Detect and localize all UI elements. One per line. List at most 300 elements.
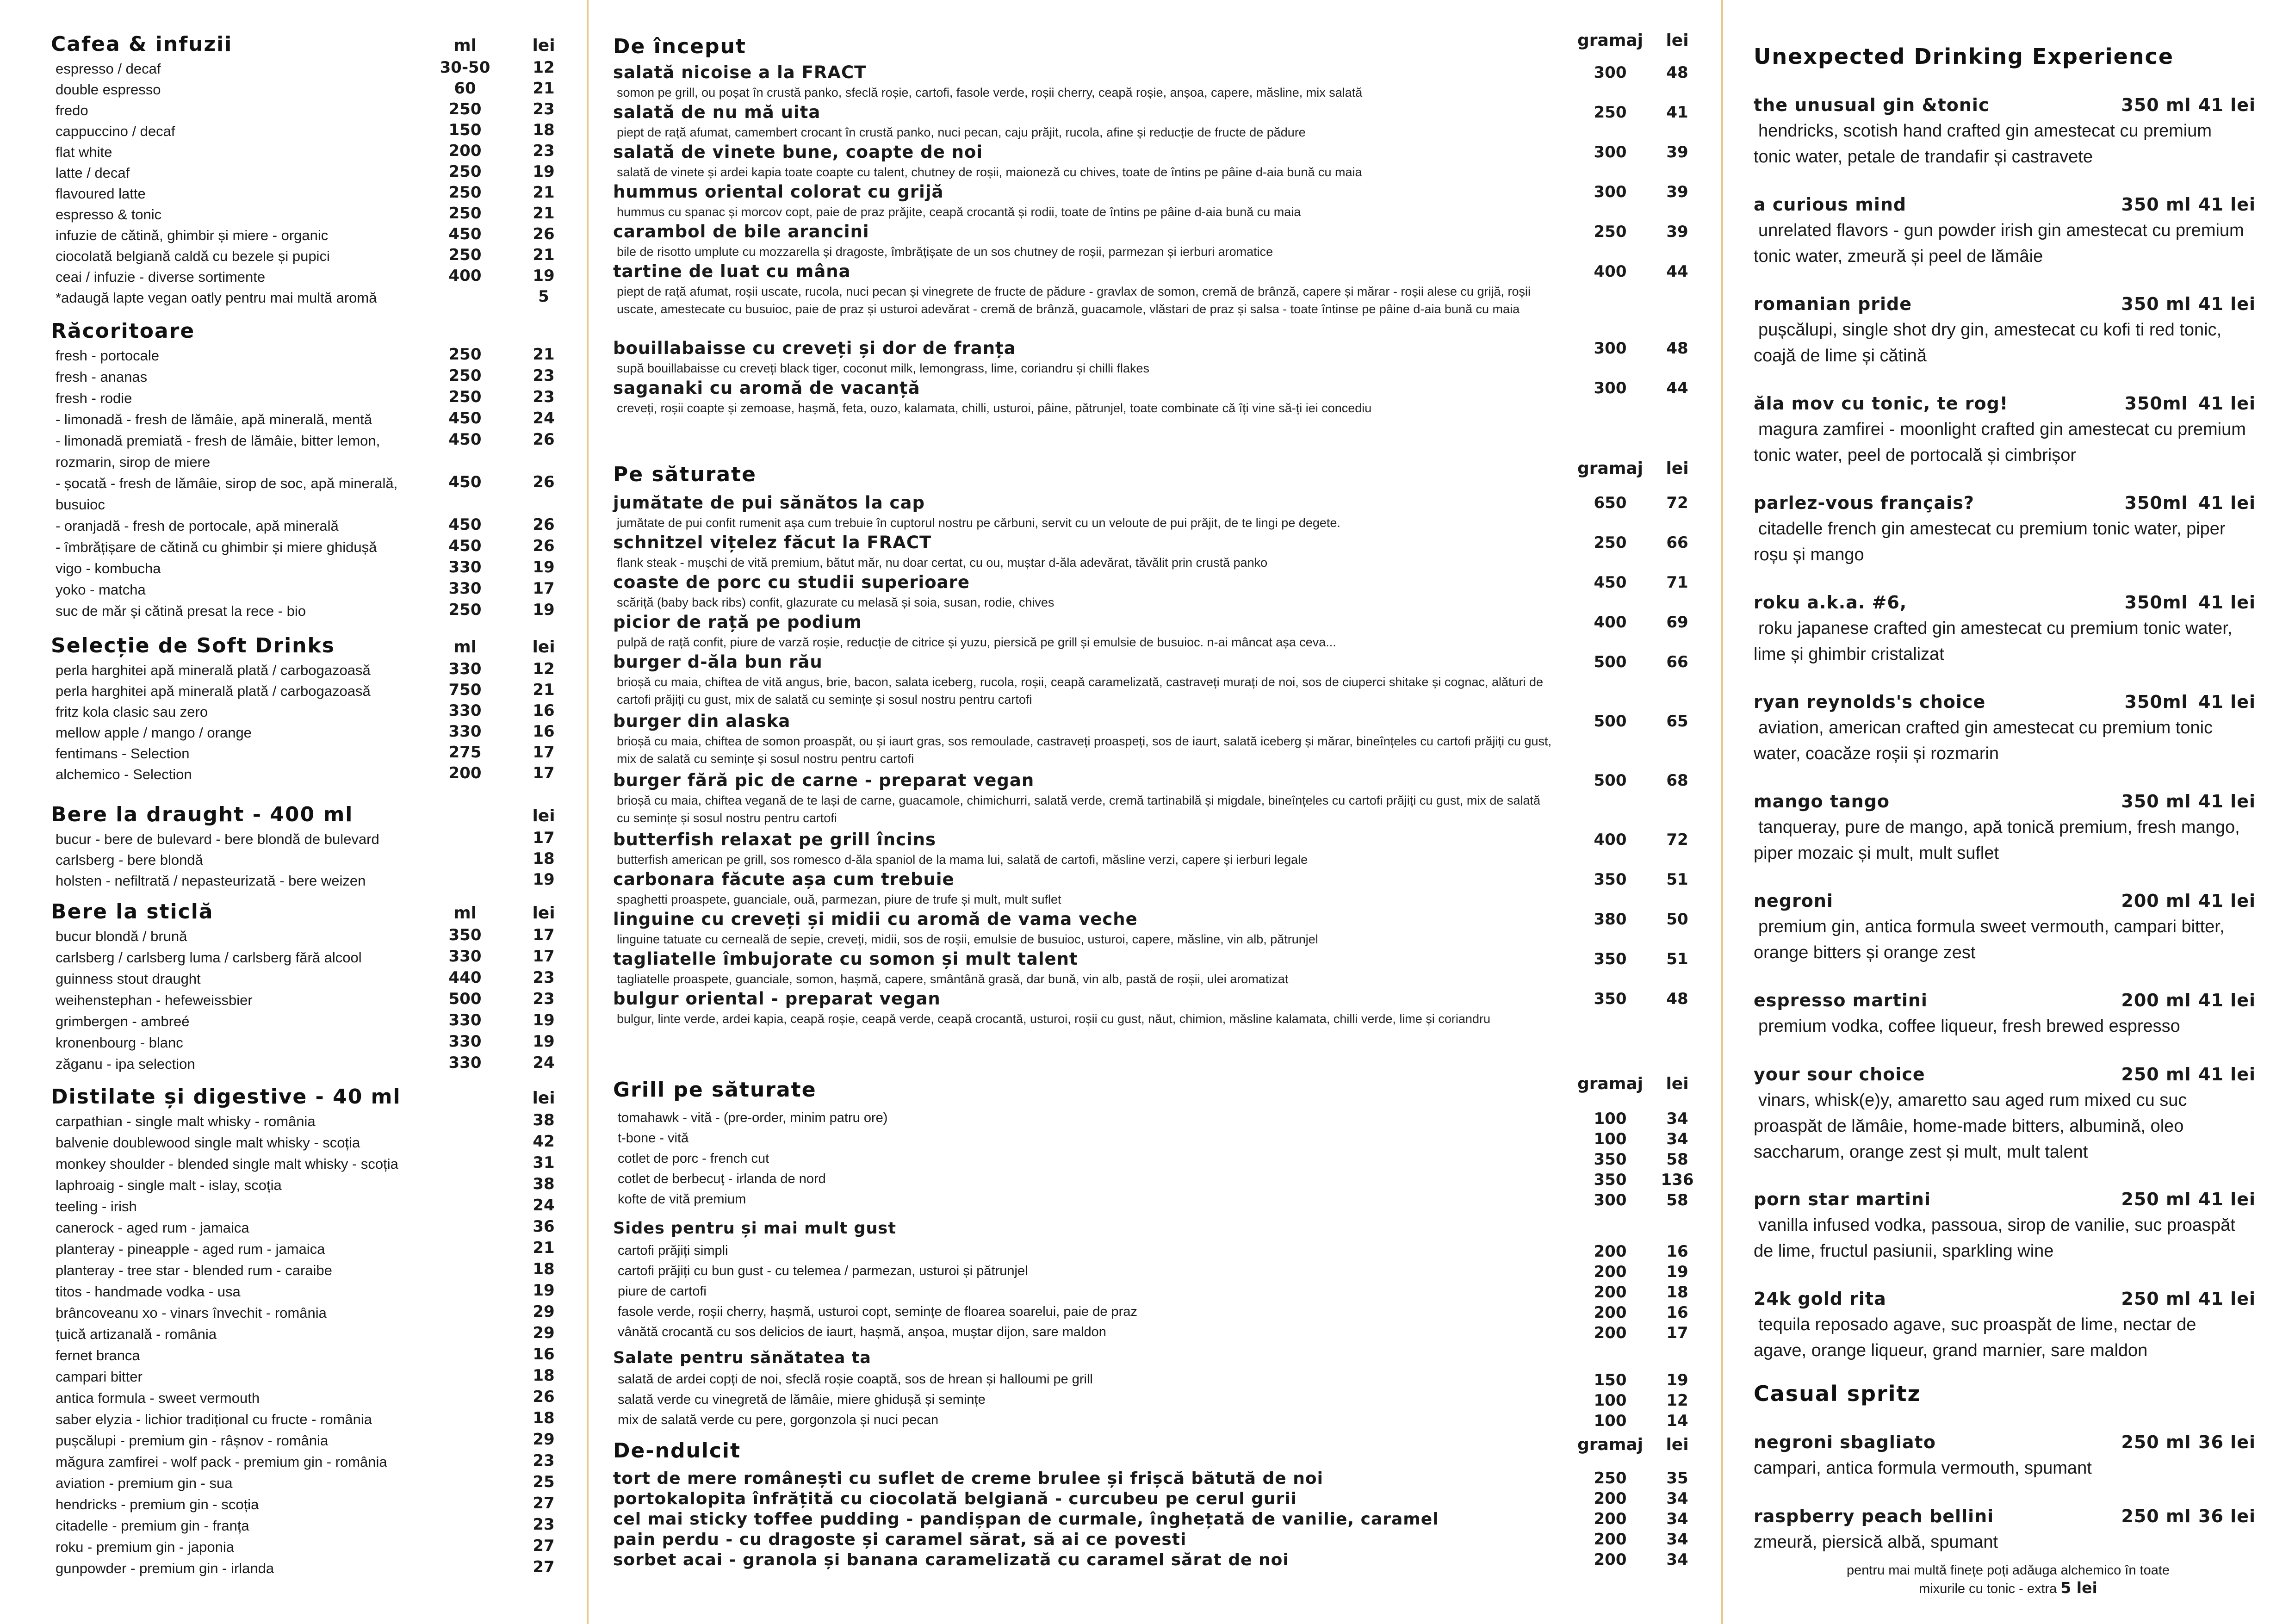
cocktail-description: aviation, american crafted gin amestecat cu premium tonic water, coacăze roșii și rozmarin: [1754, 718, 2213, 763]
menu-item-name: carlsberg - bere blondă: [56, 852, 203, 868]
menu-item-volume: 450: [448, 537, 482, 555]
dish-name: carambol de bile arancini: [613, 222, 869, 242]
menu-item-name: fentimans - Selection: [56, 745, 190, 762]
cocktail-volume: 350 ml: [2121, 95, 2191, 115]
menu-item-volume: 250: [448, 162, 482, 181]
section-title: De început: [613, 35, 746, 58]
menu-item-name: planteray - pineapple - aged rum - jamaica: [56, 1241, 325, 1257]
menu-item-name: fresh - ananas: [56, 369, 148, 385]
cocktail-volume: 250 ml: [2121, 1289, 2191, 1309]
spritz-price: 36 lei: [2198, 1432, 2256, 1452]
cocktail-name: romanian pride: [1754, 294, 1912, 314]
menu-item-name: - oranjadă - fresh de portocale, apă minerală: [56, 518, 339, 534]
dish-description: linguine tatuate cu cerneală de sepie, creveți, midii, sos de roșii, emulsie de busuioc, usturoi, capere, măsline, vin alb, pătrunjel: [617, 932, 1318, 946]
menu-item-gramaj: 200: [1594, 1242, 1627, 1261]
menu-item-price: 26: [533, 537, 555, 555]
dish-description: supă bouillabaisse cu creveți black tiger, coconut milk, lemongrass, lime, coriandru și chilli flakes: [617, 361, 1150, 375]
menu-item-price: 58: [1666, 1150, 1688, 1169]
menu-item-name: flavoured latte: [56, 186, 146, 202]
menu-item-gramaj: 300: [1594, 1191, 1627, 1209]
menu-item-volume: 450: [448, 409, 482, 428]
unit-header: ml: [453, 904, 477, 923]
menu-item-price: 14: [1666, 1412, 1688, 1430]
menu-item-price: 24: [533, 409, 555, 428]
menu-item-price: 24: [533, 1196, 555, 1215]
section-title: Bere la sticlă: [51, 900, 214, 924]
cocktail-price: 41 lei: [2198, 493, 2256, 513]
menu-item-name: infuzie de cătină, ghimbir și miere - organic: [56, 227, 329, 243]
dish-name: salată de nu mă uita: [613, 102, 821, 122]
dish-description: flank steak - mușchi de vită premium, bătut măr, nu doar certat, cu ou, muștar d-ăla adevărat, tăvălit prin crustă panko: [617, 556, 1268, 570]
menu-item-name: fritz kola clasic sau zero: [56, 704, 208, 720]
cocktail-volume: 250 ml: [2121, 1189, 2191, 1209]
menu-item-price: 34: [1666, 1130, 1688, 1148]
cocktail-volume: 200 ml: [2121, 990, 2191, 1010]
section-title: Unexpected Drinking Experience: [1754, 44, 2174, 69]
dish-gramaj: 250: [1594, 103, 1627, 122]
dish-name: coaste de porc cu studii superioare: [613, 572, 970, 592]
menu-item-price: 17: [533, 743, 555, 762]
spritz-name: raspberry peach bellini: [1754, 1506, 1994, 1526]
menu-item-volume: 450: [448, 515, 482, 534]
menu-item-name: - șocată - fresh de lămâie, sirop de soc, apă minerală, busuioc: [56, 475, 398, 513]
menu-item-price: 26: [533, 473, 555, 491]
dessert-price: 35: [1666, 1469, 1688, 1488]
dish-price: 72: [1666, 831, 1688, 849]
menu-item-price: 18: [1666, 1283, 1688, 1302]
cocktail-name: roku a.k.a. #6,: [1754, 592, 1907, 613]
menu-item-name: cappuccino / decaf: [56, 123, 175, 139]
menu-item-name: fernet branca: [56, 1347, 140, 1364]
cocktail-price: 41 lei: [2198, 692, 2256, 712]
menu-item-name: yoko - matcha: [56, 582, 146, 598]
spritz-name: negroni sbagliato: [1754, 1432, 1936, 1452]
menu-item-volume: 440: [448, 968, 482, 987]
cocktail-price: 41 lei: [2198, 95, 2256, 115]
menu-item-name: saber elyzia - lichior tradițional cu fructe - românia: [56, 1411, 372, 1427]
dish-price: 44: [1666, 262, 1688, 281]
menu-item-name: antica formula - sweet vermouth: [56, 1390, 260, 1406]
menu-item-price: 18: [533, 849, 555, 868]
subsection-title: Sides pentru și mai mult gust: [613, 1219, 896, 1238]
unit-header: gramaj: [1577, 1435, 1643, 1454]
spritz-price: 36 lei: [2198, 1506, 2256, 1526]
menu-item-name: mix de salată verde cu pere, gorgonzola și nuci pecan: [618, 1413, 939, 1427]
menu-item-volume: 330: [448, 947, 482, 966]
menu-item-price: 23: [533, 388, 555, 406]
menu-item-volume: 250: [448, 366, 482, 385]
section-title: Pe săturate: [613, 463, 757, 486]
unit-header: gramaj: [1577, 31, 1643, 50]
menu-item-price: 17: [533, 579, 555, 598]
cocktail-name: the unusual gin &tonic: [1754, 95, 1990, 115]
menu-item-price: 23: [533, 990, 555, 1008]
dish-price: 44: [1666, 379, 1688, 397]
cocktail-price: 41 lei: [2198, 592, 2256, 613]
section-title: Cafea & infuzii: [51, 32, 233, 56]
subsection-title: Salate pentru sănătatea ta: [613, 1349, 871, 1367]
menu-item-name: măgura zamfirei - wolf pack - premium gin - românia: [56, 1454, 387, 1470]
menu-item-name: carpathian - single malt whisky - românia: [56, 1113, 316, 1129]
menu-item-price: 38: [533, 1111, 555, 1129]
dish-price: 66: [1666, 533, 1688, 552]
menu-item-name: fredo: [56, 102, 88, 118]
cocktail-price: 41 lei: [2198, 891, 2256, 911]
column-divider-right: [1721, 0, 1723, 1624]
menu-item-price: 19: [533, 1281, 555, 1300]
cocktail-name: ryan reynolds's choice: [1754, 692, 1986, 712]
dish-gramaj: 300: [1594, 183, 1627, 201]
unit-header: gramaj: [1577, 459, 1643, 478]
menu-item-price: 21: [533, 681, 555, 699]
menu-item-name: cartofi prăjiți simpli: [618, 1243, 728, 1258]
menu-item-name: cartofi prăjiți cu bun gust - cu telemea / parmezan, usturoi și pătrunjel: [618, 1264, 1028, 1278]
menu-item-name: ciocolată belgiană caldă cu bezele și pupici: [56, 248, 330, 264]
dessert-name: sorbet acai - granola și banana caramelizată cu caramel sărat de noi: [613, 1550, 1289, 1569]
menu-item-volume: 330: [448, 1011, 482, 1029]
dish-description: hummus cu spanac și morcov copt, paie de praz prăjite, ceapă crocantă și rodii, toate de întins pe pâine d-aia bună cu maia: [617, 205, 1301, 219]
cocktail-volume: 250 ml: [2121, 1064, 2191, 1085]
dish-price: 51: [1666, 870, 1688, 889]
menu-item-volume: 200: [448, 142, 482, 160]
section-title: De-ndulcit: [613, 1439, 741, 1463]
menu-item-name: brâncoveanu xo - vinars învechit - românia: [56, 1305, 327, 1321]
menu-item-name: titos - handmade vodka - usa: [56, 1283, 241, 1300]
menu-item-name: monkey shoulder - blended single malt whisky - scoția: [56, 1156, 398, 1172]
dish-gramaj: 450: [1594, 573, 1627, 592]
menu-item-name: mellow apple / mango / orange: [56, 725, 252, 741]
cocktail-volume: 350 ml: [2121, 791, 2191, 812]
menu-item-name: suc de măr și cătină presat la rece - bio: [56, 603, 306, 619]
cocktail-volume: 200 ml: [2121, 891, 2191, 911]
menu-item-volume: 250: [448, 345, 482, 364]
menu-item-gramaj: 200: [1594, 1324, 1627, 1342]
menu-item-price: 17: [533, 829, 555, 847]
dish-gramaj: 400: [1594, 613, 1627, 632]
dish-description: piept de rață afumat, camembert crocant în crustă panko, nuci pecan, caju prăjit, rucola, afine și reducție de fructe de pădure: [617, 125, 1306, 139]
dish-description: brioșă cu maia, chiftea de vită angus, brie, bacon, salata iceberg, rucola, roșii, ceapă caramelizată, castraveți murați de noi, sos de ciuperci shitake și cognac, alături de cartofi prăjiți cu gust, mix de salată cu semințe și sosul nostru pentru cartofi: [617, 675, 1544, 707]
menu-item-price: 27: [533, 1558, 555, 1576]
dessert-gramaj: 200: [1594, 1489, 1627, 1508]
menu-item-price: 23: [533, 1515, 555, 1534]
menu-item-gramaj: 200: [1594, 1303, 1627, 1322]
dish-price: 71: [1666, 573, 1688, 592]
dish-description: brioșă cu maia, chiftea de somon proaspăt, ou și iaurt gras, sos remoulade, castraveți proaspeți, sos de iaurt, salată iceberg și mărar, bineînțeles cu cartofi prăjiți cu gust, mix de salată cu semințe și sosul nostru pentru cartofi: [617, 734, 1552, 766]
menu-item-name: roku - premium gin - japonia: [56, 1539, 234, 1555]
cocktail-description: tequila reposado agave, suc proaspăt de lime, nectar de agave, orange liqueur, grand marnier, sare maldon: [1754, 1315, 2196, 1360]
dish-description: tagliatelle proaspete, guanciale, somon, hașmă, capere, smântână grasă, dar bună, vin alb, pastă de roșii, ulei aromatizat: [617, 972, 1289, 986]
menu-item-volume: 150: [448, 121, 482, 139]
menu-item-volume: 250: [448, 388, 482, 406]
menu-item-name: hendricks - premium gin - scoția: [56, 1496, 259, 1512]
cocktail-volume: 350ml: [2124, 592, 2188, 613]
footnote-text: mixurile cu tonic - extra: [1919, 1581, 2061, 1596]
menu-item-price: 136: [1661, 1171, 1694, 1189]
cocktail-description: vanilla infused vodka, passoua, sirop de vanilie, suc proaspăt de lime, fructul pasiunii, sparkling wine: [1754, 1215, 2235, 1261]
footnote-price: 5 lei: [2060, 1579, 2097, 1597]
menu-item-price: 19: [1666, 1263, 1688, 1281]
unit-header: lei: [532, 806, 555, 825]
dessert-name: tort de mere românești cu suflet de creme brulee și frișcă bătută de noi: [613, 1469, 1323, 1488]
unit-header: lei: [1666, 1435, 1689, 1454]
dessert-price: 34: [1666, 1510, 1688, 1528]
cocktail-description: pușcălupi, single shot dry gin, amestecat cu kofi ti red tonic, coajă de lime și cătină: [1754, 320, 2222, 366]
menu-item-price: 19: [533, 1032, 555, 1051]
menu-item-name: vigo - kombucha: [56, 560, 161, 576]
menu-item-name: kronenbourg - blanc: [56, 1035, 183, 1051]
menu-item-name: aviation - premium gin - sua: [56, 1475, 233, 1491]
cocktail-name: espresso martini: [1754, 990, 1928, 1010]
section-title: Bere la draught - 400 ml: [51, 803, 354, 826]
dish-price: 66: [1666, 653, 1688, 671]
menu-item-price: 19: [533, 1011, 555, 1029]
dish-name: tartine de luat cu mâna: [613, 261, 851, 281]
menu-item-volume: 350: [448, 926, 482, 944]
menu-item-name: perla harghitei apă minerală plată / carbogazoasă: [56, 683, 371, 699]
menu-item-volume: 330: [448, 579, 482, 598]
menu-item-price: 23: [533, 366, 555, 385]
footnote-line-2: [1800, 1579, 2216, 1598]
cocktail-price: 41 lei: [2198, 294, 2256, 314]
menu-item-price: 34: [1666, 1110, 1688, 1128]
menu-item-price: 27: [533, 1494, 555, 1512]
dessert-price: 34: [1666, 1489, 1688, 1508]
menu-item-price: 18: [533, 121, 555, 139]
dish-name: picior de rață pe podium: [613, 612, 862, 632]
dish-name: burger d-ăla bun rău: [613, 652, 823, 672]
menu-item-price: 26: [533, 1388, 555, 1406]
dish-name: linguine cu creveți și midii cu aromă de vama veche: [613, 909, 1138, 929]
dish-description: creveți, roșii coapte și zemoase, hașmă, feta, ouzo, kalamata, chilli, usturoi, pâine, pătrunjel, toate combinate că îți vine să-ți iei concediu: [617, 401, 1372, 415]
menu-item-name: latte / decaf: [56, 165, 130, 181]
section-title: Răcoritoare: [51, 319, 195, 343]
dish-gramaj: 300: [1594, 63, 1627, 82]
menu-item-name: campari bitter: [56, 1369, 143, 1385]
menu-item-name: laphroaig - single malt - islay, scoția: [56, 1177, 282, 1193]
menu-item-name: perla harghitei apă minerală plată / carbogazoasă: [56, 662, 371, 678]
menu-item-price: 19: [533, 558, 555, 576]
dessert-gramaj: 200: [1594, 1550, 1627, 1569]
unit-header: lei: [532, 1089, 555, 1108]
dish-name: burger din alaska: [613, 711, 791, 731]
dish-price: 72: [1666, 494, 1688, 512]
dish-name: tagliatelle îmbujorate cu somon și mult talent: [613, 949, 1078, 969]
dish-gramaj: 250: [1594, 223, 1627, 241]
menu-item-volume: 275: [448, 743, 482, 762]
cocktail-price: 41 lei: [2198, 1189, 2256, 1209]
dish-name: saganaki cu aromă de vacanță: [613, 378, 920, 398]
dish-gramaj: 300: [1594, 339, 1627, 358]
menu-item-name: balvenie doublewood single malt whisky - scoția: [56, 1134, 360, 1151]
menu-item-volume: 330: [448, 722, 482, 741]
dish-description: piept de rață afumat, roșii uscate, rucola, nuci pecan și vinegrete de fructe de pădure - gravlax de somon, cremă de brânză, capere și mărar - roșii alese cu grijă, roșii uscate, amestecate cu busuioc, paie de praz și usturoi adevărat - cremă de brânză, guacamole, vlăstari de praz și salsa - toate întinse pe pâine d-aia bună cu maia: [617, 285, 1531, 316]
cocktail-description: hendricks, scotish hand crafted gin amestecat cu premium tonic water, petale de trandafir și castravete: [1754, 121, 2212, 167]
menu-item-name: citadelle - premium gin - franța: [56, 1518, 249, 1534]
unit-header: lei: [1666, 459, 1689, 478]
menu-item-price: 23: [533, 968, 555, 987]
menu-item-price: 26: [533, 225, 555, 243]
menu-item-name: cotlet de berbecuț - irlanda de nord: [618, 1172, 826, 1186]
dish-gramaj: 380: [1594, 910, 1627, 929]
menu-item-volume: 250: [448, 183, 482, 202]
menu-item-name: pușcălupi - premium gin - râșnov - românia: [56, 1432, 329, 1449]
unit-header: ml: [453, 36, 477, 55]
food-column: [613, 0, 1698, 1624]
menu-item-name: espresso / decaf: [56, 61, 161, 77]
menu-item-name: planteray - tree star - blended rum - caraibe: [56, 1262, 332, 1278]
cocktail-description: roku japanese crafted gin amestecat cu premium tonic water, lime și ghimbir cristalizat: [1754, 619, 2233, 664]
dish-price: 65: [1666, 712, 1688, 731]
dessert-price: 34: [1666, 1550, 1688, 1569]
menu-item-volume: 500: [448, 990, 482, 1008]
menu-item-price: 18: [533, 1409, 555, 1427]
footnote: [1800, 1562, 2216, 1598]
dish-price: 48: [1666, 990, 1688, 1008]
menu-item-price: 12: [533, 660, 555, 678]
dessert-gramaj: 200: [1594, 1530, 1627, 1549]
dish-price: 48: [1666, 339, 1688, 358]
menu-item-price: 29: [533, 1430, 555, 1449]
dish-gramaj: 650: [1594, 494, 1627, 512]
cocktail-price: 41 lei: [2198, 194, 2256, 215]
cocktail-volume: 350ml: [2124, 692, 2188, 712]
cocktail-name: 24k gold rita: [1754, 1289, 1886, 1309]
menu-item-price: 21: [533, 345, 555, 364]
menu-item-price: 19: [533, 267, 555, 285]
cocktails-column: [1754, 0, 2256, 1624]
menu-item-gramaj: 350: [1594, 1150, 1627, 1169]
dish-name: burger fără pic de carne - preparat vegan: [613, 770, 1035, 790]
unit-header: lei: [1666, 31, 1689, 50]
menu-item-price: 16: [1666, 1303, 1688, 1322]
cocktail-price: 41 lei: [2198, 393, 2256, 414]
menu-item-price: 21: [533, 1239, 555, 1257]
cocktail-description: citadelle french gin amestecat cu premium tonic water, piper roșu și mango: [1754, 519, 2226, 564]
menu-item-price: 38: [533, 1175, 555, 1193]
unit-header: lei: [532, 904, 555, 923]
menu-item-price: 12: [533, 58, 555, 77]
cocktail-name: a curious mind: [1754, 194, 1907, 215]
menu-item-name: *adaugă lapte vegan oatly pentru mai multă aromă: [56, 290, 377, 306]
menu-item-price: 17: [533, 764, 555, 782]
cocktail-price: 41 lei: [2198, 1289, 2256, 1309]
dish-price: 39: [1666, 223, 1688, 241]
dish-price: 69: [1666, 613, 1688, 632]
dish-gramaj: 350: [1594, 990, 1627, 1008]
menu-item-name: salată verde cu vinegretă de lămâie, miere ghidușă și semințe: [618, 1392, 986, 1407]
dish-description: spaghetti proaspete, guanciale, ouă, parmezan, piure de trufe și mult, mult suflet: [617, 893, 1061, 906]
dish-name: jumătate de pui sănătos la cap: [613, 493, 925, 513]
menu-item-price: 17: [533, 947, 555, 966]
cocktail-volume: 350ml: [2124, 393, 2188, 414]
cocktail-price: 41 lei: [2198, 990, 2256, 1010]
column-divider-left: [587, 0, 589, 1624]
unit-header: lei: [1666, 1074, 1689, 1093]
dish-description: salată de vinete și ardei kapia toate coapte cu talent, chutney de roșii, maioneză cu chives, toate de întins pe pâine d-aia bună cu maia: [617, 165, 1362, 179]
menu-item-volume: 330: [448, 701, 482, 720]
dish-price: 41: [1666, 103, 1688, 122]
dessert-name: pain perdu - cu dragoste și caramel sărat, să ai ce povesti: [613, 1530, 1187, 1549]
menu-item-name: fresh - rodie: [56, 390, 132, 406]
dish-name: hummus oriental colorat cu grijă: [613, 182, 944, 202]
menu-item-name: tomahawk - vită - (pre-order, minim patru ore): [618, 1110, 888, 1125]
section-title: Casual spritz: [1754, 1381, 1921, 1406]
menu-item-price: 21: [533, 246, 555, 264]
dish-gramaj: 350: [1594, 950, 1627, 968]
dish-price: 39: [1666, 143, 1688, 161]
menu-item-volume: 200: [448, 764, 482, 782]
cocktail-price: 41 lei: [2198, 1064, 2256, 1085]
menu-item-price: 23: [533, 100, 555, 118]
menu-item-price: 27: [533, 1537, 555, 1555]
menu-item-name: alchemico - Selection: [56, 766, 192, 782]
menu-item-gramaj: 100: [1594, 1110, 1627, 1128]
dessert-name: portokalopita înfrățită cu ciocolată belgiană - curcubeu pe cerul gurii: [613, 1489, 1297, 1508]
menu-item-name: - limonadă premiată - fresh de lămâie, bitter lemon, rozmarin, sirop de miere: [56, 433, 380, 470]
spritz-volume: 250 ml: [2121, 1432, 2191, 1452]
footnote-line-1: pentru mai multă finețe poți adăuga alchemico în toate: [1846, 1563, 2170, 1578]
dish-gramaj: 500: [1594, 771, 1627, 790]
menu-item-price: 31: [533, 1153, 555, 1172]
menu-item-gramaj: 100: [1594, 1130, 1627, 1148]
section-title: Grill pe săturate: [613, 1078, 817, 1102]
menu-item-name: kofte de vită premium: [618, 1192, 746, 1207]
menu-item-name: - limonadă - fresh de lămâie, apă minerală, mentă: [56, 411, 372, 428]
cocktail-name: your sour choice: [1754, 1064, 1925, 1085]
menu-item-volume: 450: [448, 473, 482, 491]
dessert-price: 34: [1666, 1530, 1688, 1549]
menu-item-price: 26: [533, 515, 555, 534]
menu-item-volume: 60: [454, 79, 476, 98]
dessert-gramaj: 250: [1594, 1469, 1627, 1488]
dish-description: pulpă de rață confit, piure de varză roșie, reducție de citrice și yuzu, piersică pe grill și emulsie de busuioc. n-ai mâncat așa ceva...: [617, 635, 1336, 649]
menu-item-gramaj: 150: [1594, 1371, 1627, 1389]
menu-item-price: 19: [533, 870, 555, 889]
spritz-volume: 250 ml: [2121, 1506, 2191, 1526]
menu-item-volume: 30-50: [440, 58, 490, 77]
menu-item-price: 17: [1666, 1324, 1688, 1342]
cocktail-description: premium gin, antica formula sweet vermouth, campari bitter, orange bitters și orange zest: [1754, 917, 2225, 962]
menu-item-gramaj: 100: [1594, 1391, 1627, 1410]
menu-item-gramaj: 200: [1594, 1263, 1627, 1281]
menu-item-price: 42: [533, 1132, 555, 1151]
menu-item-name: espresso & tonic: [56, 206, 162, 223]
menu-item-price: 19: [1666, 1371, 1688, 1389]
spritz-description: zmeură, piersică albă, spumant: [1754, 1532, 1998, 1552]
menu-item-price: 24: [533, 1054, 555, 1072]
menu-item-name: cotlet de porc - french cut: [618, 1151, 769, 1166]
dish-description: scăriță (baby back ribs) confit, glazurate cu melasă și soia, susan, rodie, chives: [617, 595, 1054, 609]
dish-name: salată nicoise a la FRACT: [613, 62, 867, 82]
menu-item-price: 36: [533, 1217, 555, 1236]
dish-price: 48: [1666, 63, 1688, 82]
menu-item-name: gunpowder - premium gin - irlanda: [56, 1560, 274, 1576]
menu-item-name: țuică artizanală - românia: [56, 1326, 217, 1342]
dish-price: 68: [1666, 771, 1688, 790]
menu-item-name: bucur blondă / brună: [56, 928, 187, 944]
menu-item-name: piure de cartofi: [618, 1284, 707, 1299]
menu-item-volume: 450: [448, 225, 482, 243]
cocktail-name: porn star martini: [1754, 1189, 1931, 1209]
menu-item-volume: 330: [448, 558, 482, 576]
menu-item-name: canerock - aged rum - jamaica: [56, 1220, 249, 1236]
menu-item-price: 12: [1666, 1391, 1688, 1410]
cocktail-volume: 350 ml: [2121, 294, 2191, 314]
menu-item-volume: 330: [448, 1032, 482, 1051]
menu-item-price: 18: [533, 1366, 555, 1385]
menu-item-name: double espresso: [56, 81, 161, 98]
menu-item-volume: 750: [448, 681, 482, 699]
